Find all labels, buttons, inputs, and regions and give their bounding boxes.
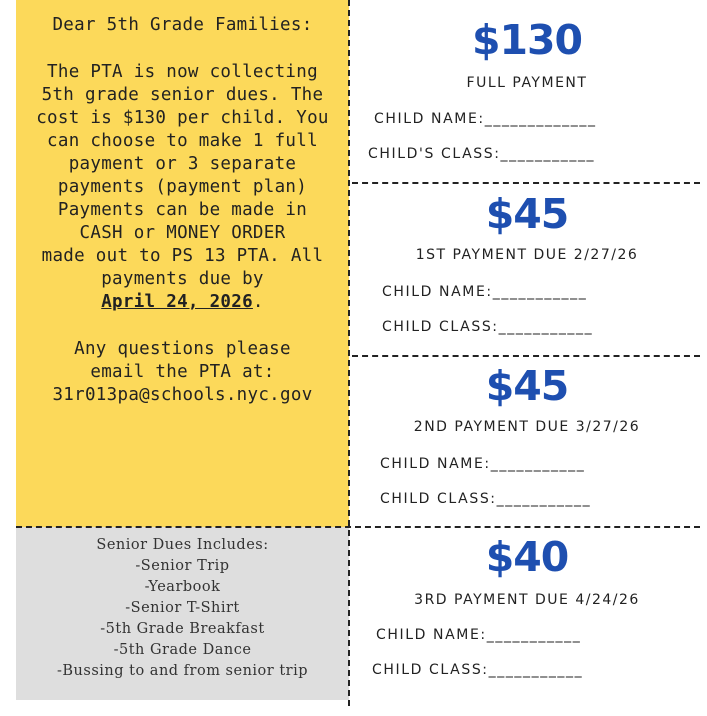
letter-line: CASH or MONEY ORDER (79, 223, 286, 243)
coupon-first-payment (352, 190, 702, 336)
coupon-second-payment (352, 362, 702, 508)
coupon-amount: $130 (471, 16, 583, 64)
letter-line: payments (payment plan) (57, 177, 308, 197)
letter-line: The PTA is now collecting (47, 62, 318, 82)
coupon-description: 3RD PAYMENT DUE 4/24/26 (414, 592, 640, 608)
includes-item: -Senior Trip (135, 558, 230, 574)
vertical-cut-line (348, 0, 350, 706)
parent-letter (16, 0, 349, 527)
coupon-description: 2ND PAYMENT DUE 3/27/26 (413, 419, 641, 435)
letter-line: made out to PS 13 PTA. All (41, 246, 324, 266)
questions-line: email the PTA at: (90, 362, 275, 382)
due-suffix: . (252, 292, 264, 312)
cut-line-1 (352, 182, 700, 184)
letter-line: cost is $130 per child. You (36, 108, 329, 128)
coupon-full-payment (352, 16, 702, 163)
includes-heading: Senior Dues Includes: (96, 537, 269, 553)
cut-line-2 (352, 355, 700, 357)
child-name-field: CHILD NAME:_____________ (374, 111, 597, 127)
includes-item: -5th Grade Dance (113, 642, 252, 658)
child-class-field: CHILD'S CLASS:___________ (368, 146, 596, 162)
coupon-third-payment (352, 533, 702, 679)
letter-line: payment or 3 separate (68, 154, 297, 174)
letter-greeting: Dear 5th Grade Families: (52, 15, 313, 35)
contact-email: 31r013pa@schools.nyc.gov (52, 385, 313, 405)
coupon-description: 1ST PAYMENT DUE 2/27/26 (415, 247, 639, 263)
letter-line: can choose to make 1 full (47, 131, 318, 151)
child-name-field: CHILD NAME:___________ (376, 627, 582, 643)
coupon-amount: $45 (485, 362, 569, 410)
letter-line: Payments can be made in (57, 200, 308, 220)
due-date: April 24, 2026 (101, 292, 253, 312)
includes-item: -5th Grade Breakfast (100, 621, 265, 637)
dues-includes-panel (16, 527, 349, 700)
coupon-amount: $40 (485, 533, 569, 581)
child-class-field: CHILD CLASS:___________ (372, 662, 584, 678)
child-name-field: CHILD NAME:___________ (382, 284, 588, 300)
child-class-field: CHILD CLASS:___________ (380, 491, 592, 507)
coupon-amount: $45 (485, 190, 569, 238)
letter-line: payments due by (101, 269, 264, 289)
letter-due-line (16, 291, 349, 314)
letter-line: 5th grade senior dues. The (41, 85, 324, 105)
includes-item: -Bussing to and from senior trip (56, 663, 309, 679)
coupon-description: FULL PAYMENT (466, 75, 588, 91)
includes-item: -Yearbook (144, 579, 221, 595)
child-class-field: CHILD CLASS:___________ (382, 319, 594, 335)
child-name-field: CHILD NAME:___________ (380, 456, 586, 472)
includes-item: -Senior T-Shirt (125, 600, 240, 616)
questions-line: Any questions please (74, 339, 291, 359)
cut-line-3 (16, 526, 700, 528)
